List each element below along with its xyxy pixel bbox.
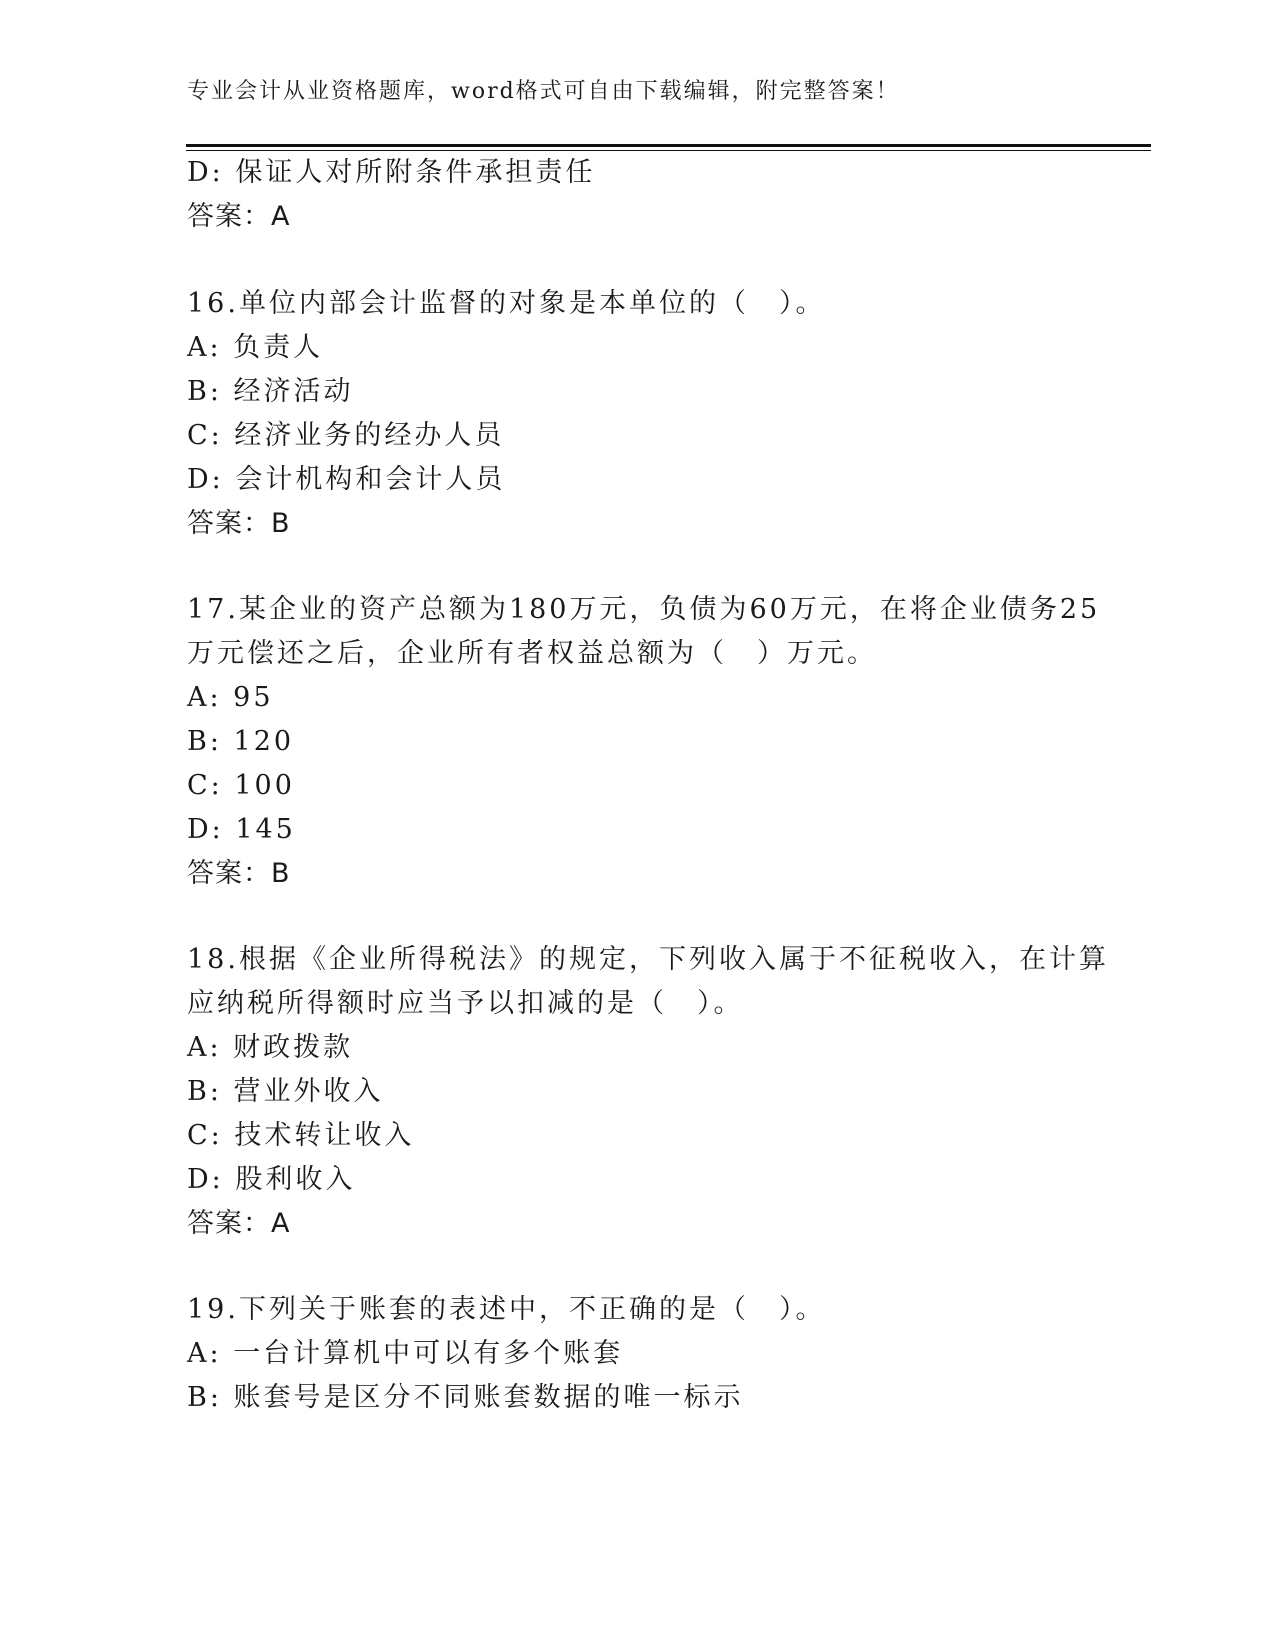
q18-stem-line2: 应纳税所得额时应当予以扣减的是（ ）。 bbox=[187, 988, 744, 1019]
q17-option-c: C: 100 bbox=[187, 770, 295, 801]
q16-stem: 16.单位内部会计监督的对象是本单位的（ ）。 bbox=[187, 288, 826, 319]
header-rule-thick bbox=[186, 144, 1151, 147]
q16-option-a: A: 负责人 bbox=[187, 332, 324, 363]
q19-option-a: A: 一台计算机中可以有多个账套 bbox=[187, 1338, 624, 1369]
q18-option-b: B: 营业外收入 bbox=[187, 1076, 384, 1107]
prev-answer: 答案：A bbox=[187, 201, 291, 232]
prev-option-d: D: 保证人对所附条件承担责任 bbox=[187, 157, 596, 188]
q17-option-a: A: 95 bbox=[187, 682, 274, 713]
q16-answer: 答案：B bbox=[187, 508, 291, 539]
q17-option-b: B: 120 bbox=[187, 726, 295, 757]
page-header: 专业会计从业资格题库，word格式可自由下载编辑，附完整答案！ bbox=[187, 79, 900, 104]
q17-option-d: D: 145 bbox=[187, 814, 296, 845]
q18-option-c: C: 技术转让收入 bbox=[187, 1120, 415, 1151]
q18-stem-line1: 18.根据《企业所得税法》的规定，下列收入属于不征税收入，在计算 bbox=[187, 944, 1109, 975]
q16-option-b: B: 经济活动 bbox=[187, 376, 354, 407]
q19-stem: 19.下列关于账套的表述中，不正确的是（ ）。 bbox=[187, 1294, 826, 1325]
q17-stem-line2: 万元偿还之后，企业所有者权益总额为（ ）万元。 bbox=[187, 638, 877, 669]
q17-answer: 答案：B bbox=[187, 858, 291, 889]
q18-option-d: D: 股利收入 bbox=[187, 1164, 356, 1195]
q18-option-a: A: 财政拨款 bbox=[187, 1032, 354, 1063]
header-rule-thin bbox=[186, 150, 1151, 151]
q16-option-c: C: 经济业务的经办人员 bbox=[187, 420, 505, 451]
q18-answer: 答案：A bbox=[187, 1208, 291, 1239]
q19-option-b: B: 账套号是区分不同账套数据的唯一标示 bbox=[187, 1382, 744, 1413]
q17-stem-line1: 17.某企业的资产总额为180万元，负债为60万元，在将企业债务25 bbox=[187, 594, 1101, 625]
q16-option-d: D: 会计机构和会计人员 bbox=[187, 464, 506, 495]
